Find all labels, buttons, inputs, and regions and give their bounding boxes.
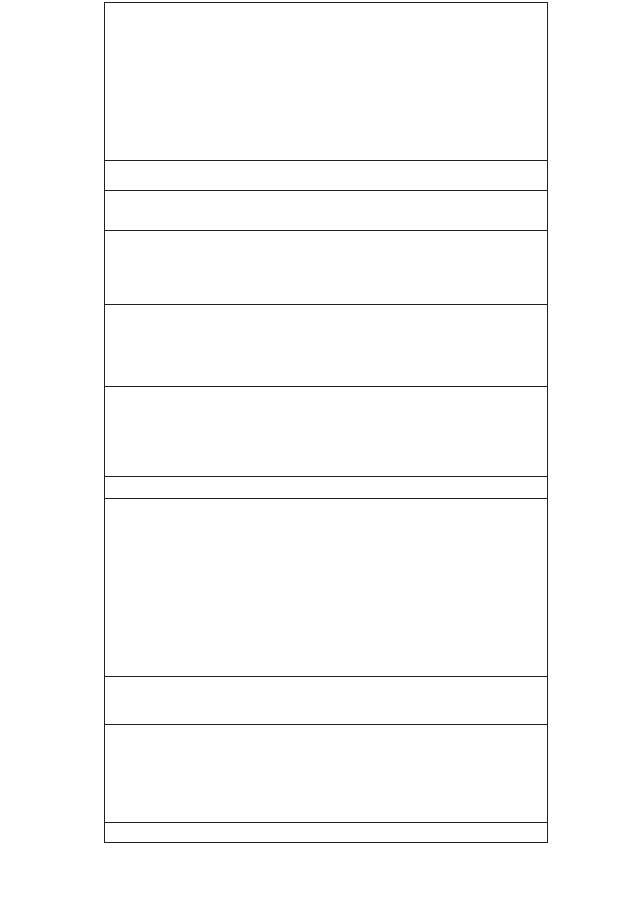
col-header-1 — [105, 823, 548, 843]
col-header-9 — [105, 191, 548, 231]
col-header-8 — [105, 231, 548, 305]
col-header-4 — [105, 499, 548, 677]
col-header-10 — [105, 161, 548, 191]
rotated-page — [88, 23, 548, 843]
col-header-2 — [105, 725, 548, 823]
column-numbers-row — [105, 3, 548, 843]
col-header-5 — [105, 477, 548, 499]
appendix-table — [104, 2, 548, 843]
continuation-note — [88, 23, 102, 843]
col-header-6 — [105, 387, 548, 477]
col-header-7 — [105, 305, 548, 387]
col-header-3 — [105, 677, 548, 725]
col-header-11 — [105, 3, 548, 161]
